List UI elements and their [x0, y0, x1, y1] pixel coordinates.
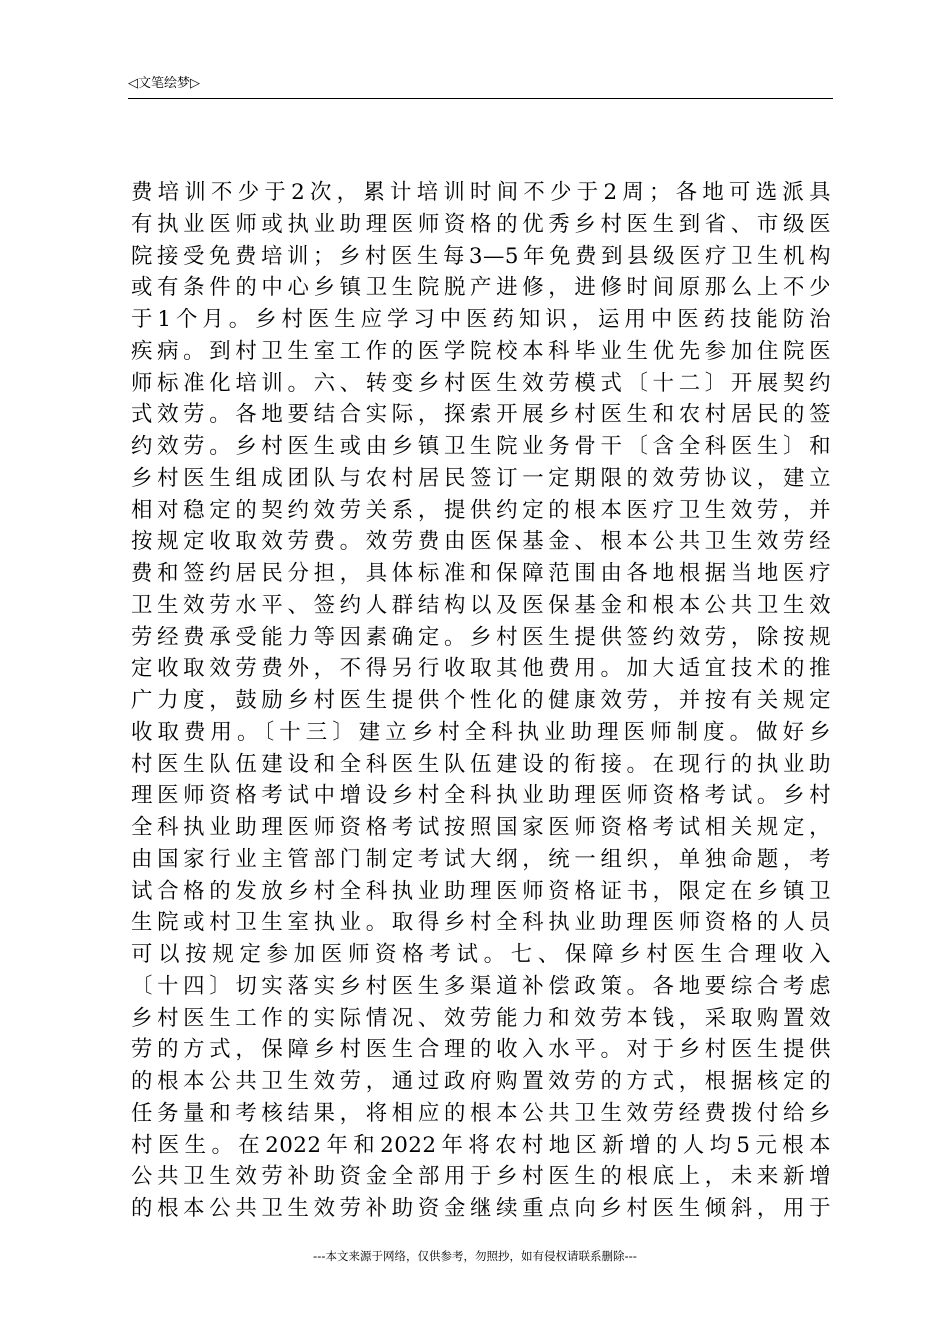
text-line: 或有条件的中心乡镇卫生院脱产进修，进修时间原那么上不少: [131, 275, 831, 301]
text-line: 收取费用。〔十三〕建立乡村全科执业助理医师制度。做好乡: [131, 719, 831, 745]
text-line: 生院或村卫生室执业。取得乡村全科执业助理医师资格的人员: [131, 910, 831, 936]
text-line: 试合格的发放乡村全科执业助理医师资格证书，限定在乡镇卫: [131, 878, 831, 904]
text-line: 卫生效劳水平、签约人群结构以及医保基金和根本公共卫生效: [131, 592, 831, 618]
text-line: 约效劳。乡村医生或由乡镇卫生院业务骨干〔含全科医生〕和: [131, 434, 831, 459]
text-line: 于1个月。乡村医生应学习中医药知识，运用中医药技能防治: [131, 307, 831, 332]
text-line: 村医生。在2022年和2022年将农村地区新增的人均5元根本: [131, 1132, 831, 1158]
text-line: 任务量和考核结果，将相应的根本公共卫生效劳经费拨付给乡: [131, 1100, 831, 1126]
text-line: 由国家行业主管部门制定考试大纲，统一组织，单独命题，考: [131, 846, 831, 872]
text-line: 师标准化培训。六、转变乡村医生效劳模式〔十二〕开展契约: [131, 370, 831, 396]
text-line: 劳经费承受能力等因素确定。乡村医生提供签约效劳，除按规: [131, 624, 831, 650]
text-line: 疾病。到村卫生室工作的医学院校本科毕业生优先参加住院医: [131, 338, 831, 364]
text-line: 乡村医生组成团队与农村居民签订一定期限的效劳协议，建立: [131, 465, 831, 491]
text-line: 村医生队伍建设和全科医生队伍建设的衔接。在现行的执业助: [131, 751, 831, 777]
text-line: 院接受免费培训；乡村医生每3—5年免费到县级医疗卫生机构: [131, 243, 831, 269]
page-footer: [0, 1249, 950, 1263]
text-line: 全科执业助理医师资格考试按照国家医师资格考试相关规定，: [131, 815, 831, 840]
text-line: 可以按规定参加医师资格考试。七、保障乡村医生合理收入: [131, 942, 831, 967]
text-line: 的根本公共卫生效劳，通过政府购置效劳的方式，根据核定的: [131, 1069, 831, 1094]
text-line: 按规定收取效劳费。效劳费由医保基金、根本公共卫生效劳经: [131, 529, 831, 555]
text-line: 式效劳。各地要结合实际，探索开展乡村医生和农村居民的签: [131, 402, 831, 428]
text-line: 费和签约居民分担，具体标准和保障范围由各地根据当地医疗: [131, 561, 831, 586]
footer-note: ---本文来源于网络，仅供参考，勿照抄，如有侵权请联系删除---: [313, 1249, 637, 1263]
text-line: 劳的方式，保障乡村医生合理的收入水平。对于乡村医生提供: [131, 1037, 831, 1063]
text-line: 〔十四〕切实落实乡村医生多渠道补偿政策。各地要综合考虑: [131, 973, 831, 999]
text-line: 定收取效劳费外，不得另行收取其他费用。加大适宜技术的推: [131, 656, 831, 682]
text-line: 乡村医生工作的实际情况、效劳能力和效劳本钱，采取购置效: [131, 1005, 831, 1031]
text-line: 有执业医师或执业助理医师资格的优秀乡村医生到省、市级医: [131, 211, 831, 237]
text-line: 公共卫生效劳补助资金全部用于乡村医生的根底上，未来新增: [131, 1164, 831, 1190]
text-line: 相对稳定的契约效劳关系，提供约定的根本医疗卫生效劳，并: [131, 497, 831, 523]
text-line: 的根本公共卫生效劳补助资金继续重点向乡村医生倾斜，用于: [131, 1196, 831, 1221]
text-line: 广力度，鼓励乡村医生提供个性化的健康效劳，并按有关规定: [131, 688, 831, 713]
page-header: [128, 74, 833, 99]
header-brand: ◁文笔绘梦▷: [128, 76, 200, 91]
text-line: 理医师资格考试中增设乡村全科执业助理医师资格考试。乡村: [131, 783, 831, 809]
text-line: 费培训不少于2次，累计培训时间不少于2周；各地可选派具: [131, 180, 831, 205]
body-text: [131, 177, 831, 1225]
